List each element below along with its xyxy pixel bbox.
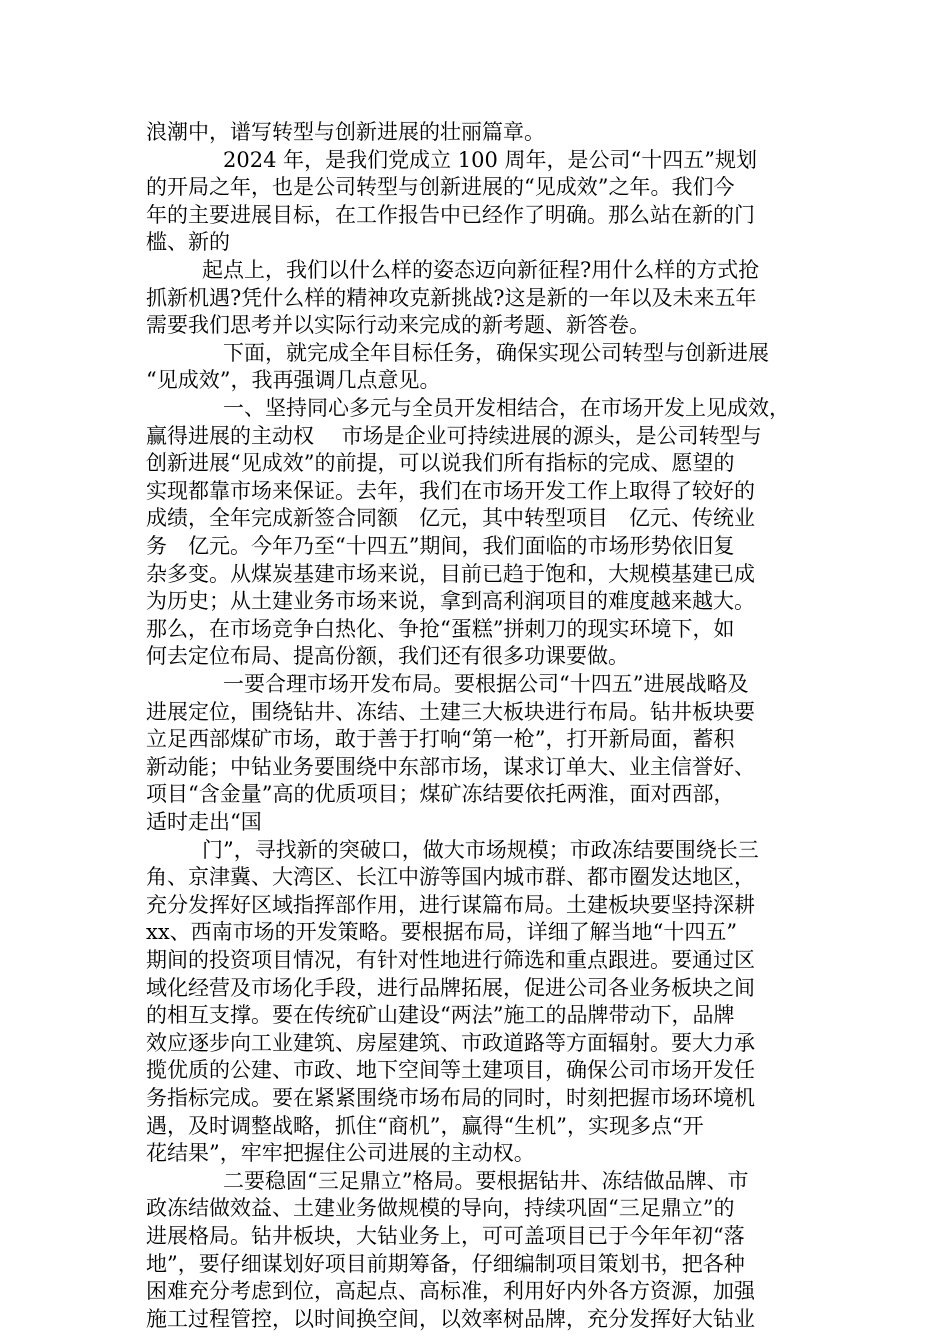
text-line: 揽优质的公建、市政、地下空间等土建项目，确保公司市场开发任 (146, 1058, 755, 1083)
text-line: 赢得进展的主动权 市场是企业可持续进展的源头，是公司转型与 (146, 423, 762, 448)
text-line: 创新进展“见成效”的前提，可以说我们所有指标的完成、愿望的 (146, 451, 735, 476)
text-line: 立足西部煤矿市场，敢于善于打响“第一枪”，打开新局面，蓄积 (146, 727, 735, 752)
text-line: 年的主要进展目标，在工作报告中已经作了明确。那么站在新的门 (146, 202, 755, 227)
text-line: 务 亿元。今年乃至“十四五”期间，我们面临的市场形势依旧复 (146, 534, 735, 558)
text-line: 新动能；中钻业务要围绕中东部市场，谋求订单大、业主信誉好、 (146, 754, 755, 779)
text-line: “见成效”，我再强调几点意见。 (146, 368, 441, 393)
text-line: 的开局之年，也是公司转型与创新进展的“见成效”之年。我们今 (146, 175, 735, 200)
text-line: 二要稳固“三足鼎立”格局。要根据钻井、冻结做品牌、市 (223, 1168, 749, 1193)
text-line: 域化经营及市场化手段，进行品牌拓展，促进公司各业务板块之间 (146, 975, 755, 1000)
text-line: 花结果”，牢牢把握住公司进展的主动权。 (146, 1141, 535, 1166)
text-line: 适时走出“国 (146, 810, 262, 834)
text-line: 角、京津冀、大湾区、长江中游等国内城市群、都市圈发达地区， (146, 865, 755, 890)
text-line: 政冻结做效益、土建业务做规模的导向，持续巩固“三足鼎立”的 (146, 1196, 735, 1221)
text-line: 浪潮中，谱写转型与创新进展的壮丽篇章。 (146, 120, 545, 144)
text-line: 困难充分考虑到位，高起点、高标准，利用好内外各方资源，加强 (146, 1279, 755, 1304)
text-line: 期间的投资项目情况，有针对性地进行筛选和重点跟进。要通过区 (146, 948, 755, 972)
text-line: 效应逐步向工业建筑、房屋建筑、市政道路等方面辐射。要大力承 (146, 1030, 755, 1055)
text-line: 杂多变。从煤炭基建市场来说，目前已趋于饱和，大规模基建已成 (146, 561, 755, 586)
text-line: 何去定位布局、提高份额，我们还有很多功课要做。 (146, 644, 629, 669)
text-line: 成绩，全年完成新签合同额 亿元，其中转型项目 亿元、传统业 (146, 506, 755, 531)
text-line: 槛、新的 (146, 230, 230, 255)
text-line: 一、坚持同心多元与全员开发相结合，在市场开发上见成效， (223, 396, 790, 420)
text-line: 的相互支撑。要在传统矿山建设“两法”施工的品牌带动下，品牌 (146, 1003, 735, 1028)
text-line: 起点上，我们以什么样的姿态迈向新征程?用什么样的方式抢 (202, 258, 760, 282)
text-line: 下面，就完成全年目标任务，确保实现公司转型与创新进展 (223, 340, 769, 365)
text-line: 进展定位，围绕钻井、冻结、土建三大板块进行布局。钻井板块要 (146, 699, 755, 724)
text-line: 遇，及时调整战略，抓住“商机”，赢得“生机”，实现多点“开 (146, 1113, 704, 1138)
text-line: 为历史；从土建业务市场来说，拿到高利润项目的难度越来越大。 (146, 589, 755, 614)
text-line: 门”，寻找新的突破口，做大市场规模；市政冻结要围绕长三 (202, 837, 759, 862)
text-line: 项目“含金量”高的优质项目；煤矿冻结要依托两淮，面对西部， (146, 782, 735, 807)
text-line: 那么，在市场竞争白热化、争抢“蛋糕”拼刺刀的现实环境下，如 (146, 616, 735, 641)
text-line: 需要我们思考并以实际行动来完成的新考题、新答卷。 (146, 313, 650, 338)
text-line: 进展格局。钻井板块，大钻业务上，可可盖项目已于今年年初“落 (146, 1224, 745, 1248)
text-line: 实现都靠市场来保证。去年，我们在市场开发工作上取得了较好的 (146, 478, 755, 503)
text-line: 施工过程管控，以时间换空间，以效率树品牌，充分发挥好大钻业 (146, 1306, 755, 1331)
text-line: 地”，要仔细谋划好项目前期筹备，仔细编制项目策划书，把各种 (146, 1251, 745, 1276)
text-line: 抓新机遇?凭什么样的精神攻克新挑战?这是新的一年以及未来五年 (146, 285, 757, 310)
text-line: 一要合理市场开发布局。要根据公司“十四五”进展战略及 (223, 672, 749, 696)
text-line: xx、西南市场的开发策略。要根据布局，详细了解当地“十四五” (146, 920, 738, 945)
text-line: 2024 年，是我们党成立 100 周年，是公司“十四五”规划 (223, 147, 758, 172)
text-line: 务指标完成。要在紧紧围绕市场布局的同时，时刻把握市场环境机 (146, 1086, 755, 1110)
text-line: 充分发挥好区域指挥部作用，进行谋篇布局。土建板块要坚持深耕 (146, 892, 755, 917)
